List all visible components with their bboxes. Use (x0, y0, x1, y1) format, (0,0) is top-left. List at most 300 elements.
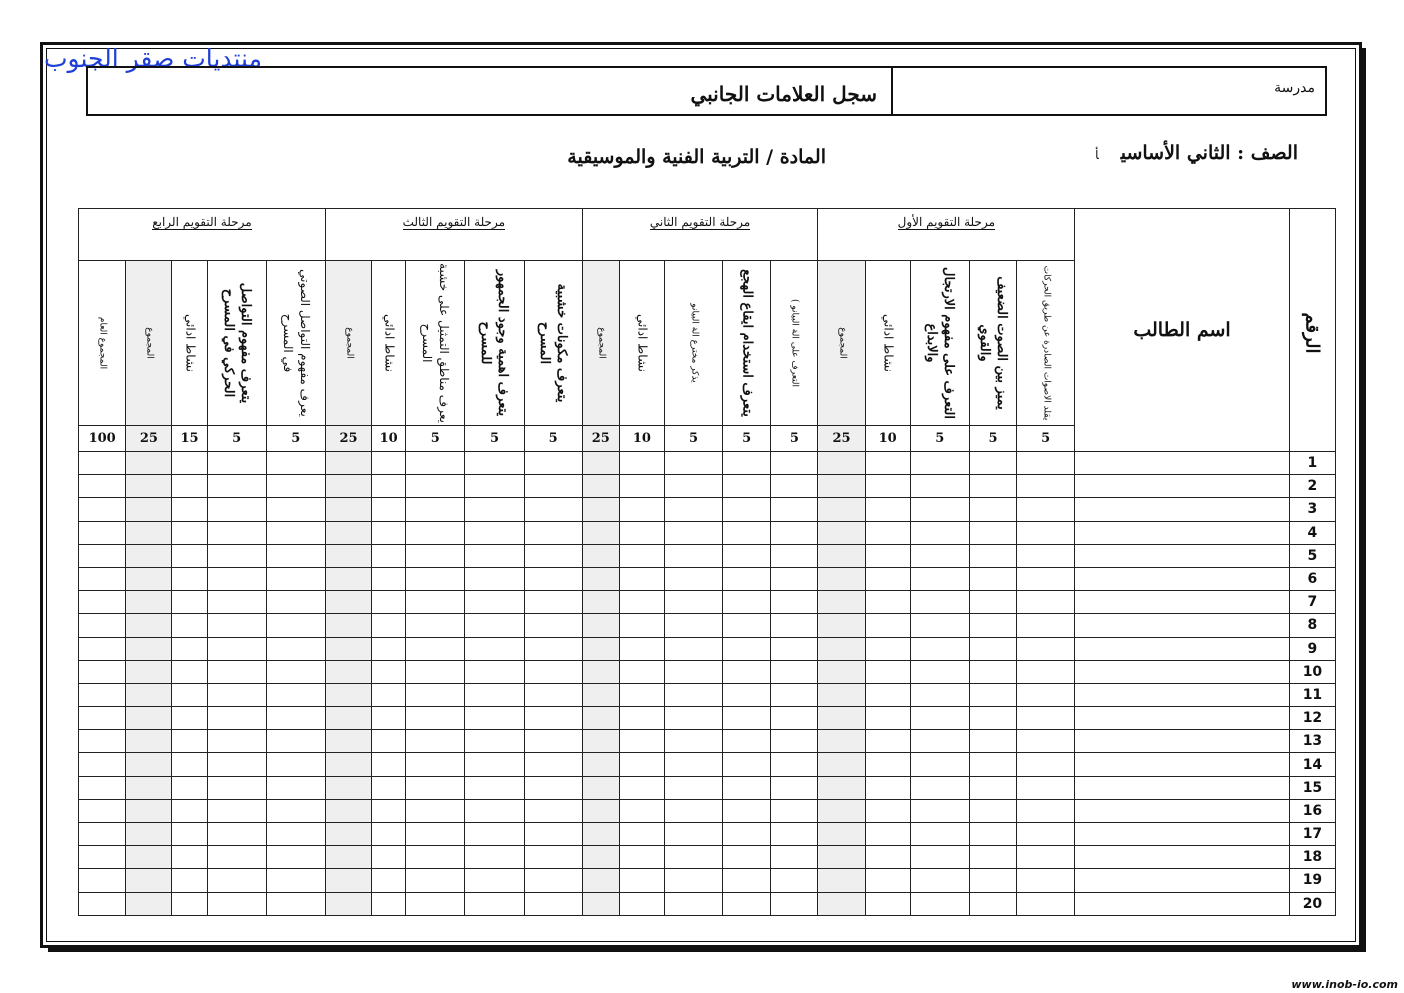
grade-cell[interactable] (865, 892, 910, 915)
grade-cell[interactable] (664, 567, 722, 590)
grade-cell[interactable] (582, 799, 619, 822)
grade-cell[interactable] (771, 544, 818, 567)
grade-cell[interactable] (1017, 730, 1075, 753)
grade-cell[interactable] (465, 776, 524, 799)
grade-cell[interactable] (865, 707, 910, 730)
grade-cell[interactable] (664, 892, 722, 915)
grade-cell[interactable] (619, 730, 664, 753)
grade-cell[interactable] (865, 591, 910, 614)
grade-cell[interactable] (406, 683, 465, 706)
grade-cell[interactable] (126, 753, 172, 776)
grade-cell[interactable] (818, 707, 865, 730)
grade-cell[interactable] (325, 660, 371, 683)
grade-cell[interactable] (172, 823, 207, 846)
grade-cell[interactable] (969, 823, 1016, 846)
grade-cell[interactable] (172, 475, 207, 498)
grade-cell[interactable] (582, 707, 619, 730)
grade-cell[interactable] (1017, 776, 1075, 799)
grade-cell[interactable] (582, 753, 619, 776)
grade-cell[interactable] (126, 614, 172, 637)
grade-cell[interactable] (172, 869, 207, 892)
grade-cell[interactable] (969, 683, 1016, 706)
grade-cell[interactable] (266, 846, 325, 869)
grade-cell[interactable] (664, 498, 722, 521)
grade-cell[interactable] (771, 823, 818, 846)
grade-cell[interactable] (207, 869, 266, 892)
grade-cell[interactable] (524, 823, 582, 846)
grade-cell[interactable] (619, 869, 664, 892)
grade-cell[interactable] (910, 683, 969, 706)
grade-cell[interactable] (818, 753, 865, 776)
grade-cell[interactable] (664, 660, 722, 683)
grade-cell[interactable] (818, 521, 865, 544)
grade-cell[interactable] (771, 776, 818, 799)
grade-cell[interactable] (723, 591, 771, 614)
grade-cell[interactable] (1017, 475, 1075, 498)
grade-cell[interactable] (79, 753, 126, 776)
grade-cell[interactable] (818, 869, 865, 892)
grade-cell[interactable] (465, 637, 524, 660)
grade-cell[interactable] (910, 591, 969, 614)
grade-cell[interactable] (372, 846, 406, 869)
grade-cell[interactable] (406, 799, 465, 822)
grade-cell[interactable] (910, 637, 969, 660)
grade-cell[interactable] (266, 730, 325, 753)
grade-cell[interactable] (771, 846, 818, 869)
grade-cell[interactable] (582, 660, 619, 683)
grade-cell[interactable] (723, 776, 771, 799)
student-name-cell[interactable] (1075, 753, 1290, 776)
grade-cell[interactable] (818, 683, 865, 706)
grade-cell[interactable] (126, 823, 172, 846)
grade-cell[interactable] (723, 707, 771, 730)
grade-cell[interactable] (126, 521, 172, 544)
grade-cell[interactable] (1017, 614, 1075, 637)
grade-cell[interactable] (582, 730, 619, 753)
grade-cell[interactable] (910, 567, 969, 590)
grade-cell[interactable] (910, 846, 969, 869)
grade-cell[interactable] (1017, 846, 1075, 869)
grade-cell[interactable] (582, 823, 619, 846)
grade-cell[interactable] (582, 452, 619, 475)
grade-cell[interactable] (406, 730, 465, 753)
grade-cell[interactable] (372, 799, 406, 822)
grade-cell[interactable] (372, 892, 406, 915)
grade-cell[interactable] (266, 869, 325, 892)
grade-cell[interactable] (372, 637, 406, 660)
grade-cell[interactable] (969, 892, 1016, 915)
grade-cell[interactable] (266, 707, 325, 730)
grade-cell[interactable] (582, 521, 619, 544)
student-name-cell[interactable] (1075, 521, 1290, 544)
student-name-cell[interactable] (1075, 776, 1290, 799)
grade-cell[interactable] (207, 823, 266, 846)
grade-cell[interactable] (723, 637, 771, 660)
grade-cell[interactable] (79, 614, 126, 637)
grade-cell[interactable] (465, 660, 524, 683)
grade-cell[interactable] (524, 521, 582, 544)
grade-cell[interactable] (771, 869, 818, 892)
grade-cell[interactable] (207, 753, 266, 776)
grade-cell[interactable] (582, 869, 619, 892)
grade-cell[interactable] (910, 521, 969, 544)
grade-cell[interactable] (325, 892, 371, 915)
grade-cell[interactable] (969, 567, 1016, 590)
grade-cell[interactable] (910, 730, 969, 753)
grade-cell[interactable] (126, 846, 172, 869)
grade-cell[interactable] (865, 567, 910, 590)
grade-cell[interactable] (172, 707, 207, 730)
grade-cell[interactable] (865, 475, 910, 498)
grade-cell[interactable] (818, 660, 865, 683)
grade-cell[interactable] (126, 452, 172, 475)
grade-cell[interactable] (865, 683, 910, 706)
grade-cell[interactable] (723, 567, 771, 590)
grade-cell[interactable] (172, 614, 207, 637)
grade-cell[interactable] (619, 452, 664, 475)
grade-cell[interactable] (818, 637, 865, 660)
grade-cell[interactable] (723, 799, 771, 822)
grade-cell[interactable] (207, 452, 266, 475)
grade-cell[interactable] (1017, 683, 1075, 706)
grade-cell[interactable] (172, 846, 207, 869)
grade-cell[interactable] (372, 452, 406, 475)
grade-cell[interactable] (969, 475, 1016, 498)
grade-cell[interactable] (465, 823, 524, 846)
grade-cell[interactable] (524, 544, 582, 567)
grade-cell[interactable] (619, 475, 664, 498)
grade-cell[interactable] (771, 730, 818, 753)
grade-cell[interactable] (79, 869, 126, 892)
grade-cell[interactable] (865, 637, 910, 660)
grade-cell[interactable] (524, 475, 582, 498)
grade-cell[interactable] (79, 892, 126, 915)
grade-cell[interactable] (664, 683, 722, 706)
grade-cell[interactable] (771, 614, 818, 637)
grade-cell[interactable] (207, 521, 266, 544)
grade-cell[interactable] (465, 567, 524, 590)
grade-cell[interactable] (79, 521, 126, 544)
grade-cell[interactable] (582, 637, 619, 660)
student-name-cell[interactable] (1075, 452, 1290, 475)
grade-cell[interactable] (1017, 660, 1075, 683)
grade-cell[interactable] (172, 637, 207, 660)
grade-cell[interactable] (126, 683, 172, 706)
grade-cell[interactable] (465, 498, 524, 521)
grade-cell[interactable] (79, 591, 126, 614)
grade-cell[interactable] (372, 776, 406, 799)
student-name-cell[interactable] (1075, 475, 1290, 498)
grade-cell[interactable] (266, 544, 325, 567)
grade-cell[interactable] (207, 730, 266, 753)
grade-cell[interactable] (910, 660, 969, 683)
grade-cell[interactable] (619, 753, 664, 776)
student-name-cell[interactable] (1075, 799, 1290, 822)
grade-cell[interactable] (207, 567, 266, 590)
student-name-cell[interactable] (1075, 683, 1290, 706)
grade-cell[interactable] (325, 544, 371, 567)
grade-cell[interactable] (664, 637, 722, 660)
grade-cell[interactable] (524, 799, 582, 822)
grade-cell[interactable] (465, 753, 524, 776)
grade-cell[interactable] (723, 521, 771, 544)
grade-cell[interactable] (865, 869, 910, 892)
grade-cell[interactable] (207, 799, 266, 822)
grade-cell[interactable] (619, 521, 664, 544)
grade-cell[interactable] (865, 498, 910, 521)
student-name-cell[interactable] (1075, 823, 1290, 846)
grade-cell[interactable] (619, 823, 664, 846)
grade-cell[interactable] (664, 591, 722, 614)
grade-cell[interactable] (372, 683, 406, 706)
grade-cell[interactable] (910, 892, 969, 915)
grade-cell[interactable] (723, 683, 771, 706)
grade-cell[interactable] (582, 567, 619, 590)
grade-cell[interactable] (582, 614, 619, 637)
grade-cell[interactable] (172, 799, 207, 822)
grade-cell[interactable] (865, 776, 910, 799)
grade-cell[interactable] (79, 683, 126, 706)
grade-cell[interactable] (619, 707, 664, 730)
grade-cell[interactable] (325, 475, 371, 498)
grade-cell[interactable] (969, 707, 1016, 730)
student-name-cell[interactable] (1075, 892, 1290, 915)
grade-cell[interactable] (172, 730, 207, 753)
grade-cell[interactable] (771, 660, 818, 683)
grade-cell[interactable] (372, 707, 406, 730)
grade-cell[interactable] (126, 637, 172, 660)
grade-cell[interactable] (969, 637, 1016, 660)
grade-cell[interactable] (771, 637, 818, 660)
grade-cell[interactable] (126, 799, 172, 822)
grade-cell[interactable] (865, 823, 910, 846)
grade-cell[interactable] (372, 544, 406, 567)
grade-cell[interactable] (1017, 799, 1075, 822)
grade-cell[interactable] (126, 660, 172, 683)
grade-cell[interactable] (524, 707, 582, 730)
grade-cell[interactable] (818, 846, 865, 869)
grade-cell[interactable] (406, 475, 465, 498)
grade-cell[interactable] (524, 637, 582, 660)
grade-cell[interactable] (406, 753, 465, 776)
grade-cell[interactable] (619, 637, 664, 660)
student-name-cell[interactable] (1075, 707, 1290, 730)
grade-cell[interactable] (969, 544, 1016, 567)
grade-cell[interactable] (172, 567, 207, 590)
grade-cell[interactable] (771, 753, 818, 776)
grade-cell[interactable] (465, 521, 524, 544)
grade-cell[interactable] (582, 892, 619, 915)
grade-cell[interactable] (325, 707, 371, 730)
grade-cell[interactable] (818, 567, 865, 590)
grade-cell[interactable] (723, 452, 771, 475)
grade-cell[interactable] (1017, 591, 1075, 614)
grade-cell[interactable] (372, 660, 406, 683)
grade-cell[interactable] (865, 753, 910, 776)
grade-cell[interactable] (524, 591, 582, 614)
grade-cell[interactable] (910, 544, 969, 567)
grade-cell[interactable] (818, 544, 865, 567)
grade-cell[interactable] (910, 823, 969, 846)
grade-cell[interactable] (325, 823, 371, 846)
grade-cell[interactable] (266, 753, 325, 776)
grade-cell[interactable] (207, 846, 266, 869)
grade-cell[interactable] (723, 498, 771, 521)
grade-cell[interactable] (406, 846, 465, 869)
grade-cell[interactable] (79, 498, 126, 521)
grade-cell[interactable] (207, 614, 266, 637)
grade-cell[interactable] (79, 660, 126, 683)
grade-cell[interactable] (969, 498, 1016, 521)
grade-cell[interactable] (723, 753, 771, 776)
grade-cell[interactable] (524, 776, 582, 799)
grade-cell[interactable] (172, 544, 207, 567)
grade-cell[interactable] (126, 544, 172, 567)
grade-cell[interactable] (126, 892, 172, 915)
grade-cell[interactable] (266, 823, 325, 846)
grade-cell[interactable] (172, 498, 207, 521)
grade-cell[interactable] (969, 614, 1016, 637)
grade-cell[interactable] (266, 799, 325, 822)
grade-cell[interactable] (910, 776, 969, 799)
grade-cell[interactable] (969, 521, 1016, 544)
grade-cell[interactable] (619, 567, 664, 590)
grade-cell[interactable] (266, 591, 325, 614)
grade-cell[interactable] (619, 614, 664, 637)
grade-cell[interactable] (1017, 892, 1075, 915)
grade-cell[interactable] (865, 452, 910, 475)
grade-cell[interactable] (406, 869, 465, 892)
grade-cell[interactable] (372, 823, 406, 846)
grade-cell[interactable] (619, 660, 664, 683)
grade-cell[interactable] (325, 637, 371, 660)
student-name-cell[interactable] (1075, 567, 1290, 590)
student-name-cell[interactable] (1075, 614, 1290, 637)
grade-cell[interactable] (126, 730, 172, 753)
grade-cell[interactable] (969, 660, 1016, 683)
grade-cell[interactable] (79, 823, 126, 846)
grade-cell[interactable] (910, 753, 969, 776)
grade-cell[interactable] (524, 753, 582, 776)
grade-cell[interactable] (325, 846, 371, 869)
grade-cell[interactable] (723, 869, 771, 892)
grade-cell[interactable] (619, 846, 664, 869)
grade-cell[interactable] (910, 799, 969, 822)
grade-cell[interactable] (1017, 869, 1075, 892)
grade-cell[interactable] (126, 776, 172, 799)
grade-cell[interactable] (865, 730, 910, 753)
grade-cell[interactable] (664, 776, 722, 799)
grade-cell[interactable] (969, 776, 1016, 799)
grade-cell[interactable] (325, 683, 371, 706)
grade-cell[interactable] (865, 799, 910, 822)
grade-cell[interactable] (266, 637, 325, 660)
grade-cell[interactable] (771, 799, 818, 822)
grade-cell[interactable] (865, 660, 910, 683)
grade-cell[interactable] (664, 753, 722, 776)
student-name-cell[interactable] (1075, 730, 1290, 753)
grade-cell[interactable] (524, 498, 582, 521)
grade-cell[interactable] (619, 591, 664, 614)
grade-cell[interactable] (465, 869, 524, 892)
grade-cell[interactable] (524, 730, 582, 753)
grade-cell[interactable] (723, 614, 771, 637)
grade-cell[interactable] (465, 730, 524, 753)
grade-cell[interactable] (126, 567, 172, 590)
grade-cell[interactable] (406, 614, 465, 637)
grade-cell[interactable] (1017, 753, 1075, 776)
grade-cell[interactable] (723, 846, 771, 869)
grade-cell[interactable] (524, 846, 582, 869)
grade-cell[interactable] (325, 614, 371, 637)
student-name-cell[interactable] (1075, 637, 1290, 660)
grade-cell[interactable] (406, 591, 465, 614)
grade-cell[interactable] (325, 452, 371, 475)
grade-cell[interactable] (172, 753, 207, 776)
grade-cell[interactable] (582, 498, 619, 521)
grade-cell[interactable] (406, 660, 465, 683)
grade-cell[interactable] (582, 591, 619, 614)
grade-cell[interactable] (207, 660, 266, 683)
grade-cell[interactable] (79, 846, 126, 869)
grade-cell[interactable] (406, 521, 465, 544)
grade-cell[interactable] (465, 475, 524, 498)
grade-cell[interactable] (325, 498, 371, 521)
grade-cell[interactable] (524, 614, 582, 637)
grade-cell[interactable] (172, 776, 207, 799)
grade-cell[interactable] (465, 544, 524, 567)
grade-cell[interactable] (406, 452, 465, 475)
grade-cell[interactable] (619, 498, 664, 521)
grade-cell[interactable] (207, 776, 266, 799)
grade-cell[interactable] (465, 614, 524, 637)
grade-cell[interactable] (664, 452, 722, 475)
grade-cell[interactable] (266, 475, 325, 498)
grade-cell[interactable] (372, 753, 406, 776)
grade-cell[interactable] (910, 452, 969, 475)
grade-cell[interactable] (818, 614, 865, 637)
grade-cell[interactable] (582, 475, 619, 498)
grade-cell[interactable] (372, 567, 406, 590)
grade-cell[interactable] (1017, 823, 1075, 846)
grade-cell[interactable] (664, 544, 722, 567)
grade-cell[interactable] (582, 776, 619, 799)
grade-cell[interactable] (524, 567, 582, 590)
grade-cell[interactable] (126, 498, 172, 521)
grade-cell[interactable] (465, 846, 524, 869)
grade-cell[interactable] (372, 614, 406, 637)
grade-cell[interactable] (266, 567, 325, 590)
grade-cell[interactable] (969, 452, 1016, 475)
grade-cell[interactable] (818, 452, 865, 475)
grade-cell[interactable] (723, 823, 771, 846)
grade-cell[interactable] (406, 823, 465, 846)
grade-cell[interactable] (723, 475, 771, 498)
grade-cell[interactable] (524, 869, 582, 892)
grade-cell[interactable] (865, 614, 910, 637)
grade-cell[interactable] (372, 591, 406, 614)
grade-cell[interactable] (465, 683, 524, 706)
student-name-cell[interactable] (1075, 498, 1290, 521)
grade-cell[interactable] (207, 637, 266, 660)
grade-cell[interactable] (172, 892, 207, 915)
grade-cell[interactable] (582, 544, 619, 567)
grade-cell[interactable] (818, 498, 865, 521)
grade-cell[interactable] (865, 544, 910, 567)
grade-cell[interactable] (910, 707, 969, 730)
grade-cell[interactable] (79, 707, 126, 730)
grade-cell[interactable] (126, 475, 172, 498)
